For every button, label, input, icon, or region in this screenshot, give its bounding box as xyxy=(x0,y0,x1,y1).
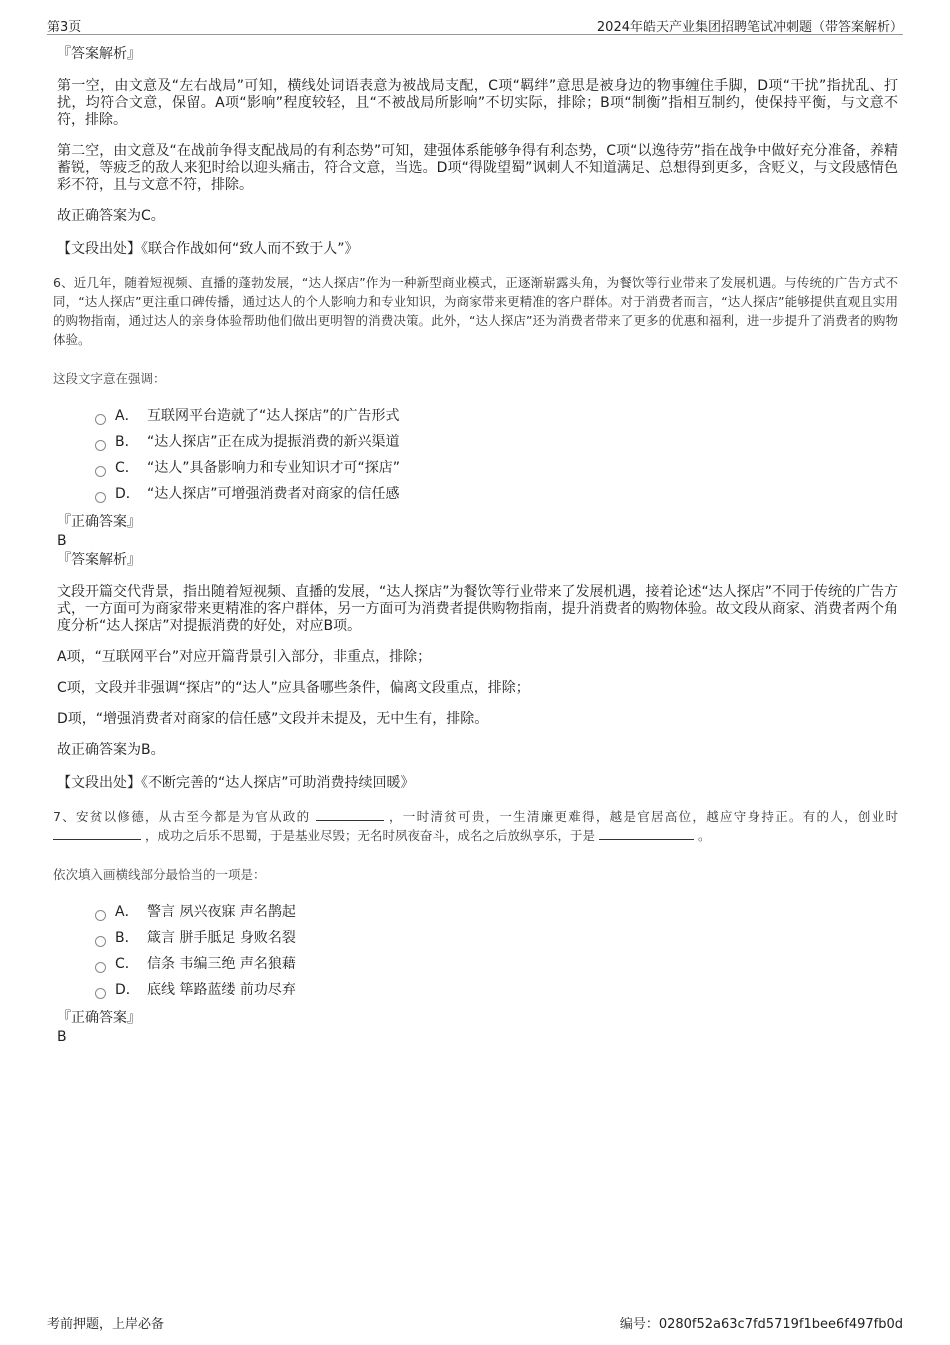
q7-answer-tag: 『正确答案』 xyxy=(57,1010,141,1026)
q7-blank-2 xyxy=(53,827,141,840)
q7-option-d[interactable] xyxy=(95,977,898,1003)
q7-question xyxy=(53,807,898,845)
q6-options xyxy=(95,403,898,507)
q5-analysis-para-2: 第二空，由文意及“在战前争得支配战局的有利态势”可知，建强体系能够争得有利态势，C项“以逸待劳”指在战争中做好充分准备，养精蓄锐，等疲乏的敌人来犯时给以迎头痛击，符合文意，当选。D项“得陇望蜀”讽刺人不知道满足、总想得到更多，含贬义，与文段感情色彩不符，且与文意不符，排除。 xyxy=(57,143,898,193)
document-title: 2024年皓天产业集团招聘笔试冲刺题（带答案解析） xyxy=(596,20,903,35)
radio-icon[interactable] xyxy=(95,414,106,425)
q7-option-b[interactable] xyxy=(95,925,898,951)
q7-blank-1 xyxy=(316,808,384,821)
radio-icon[interactable] xyxy=(95,962,106,973)
q5-analysis-tag: 『答案解析』 xyxy=(57,46,141,62)
q7-text-1: 7、安贫以修德，从古至今都是为官从政的 xyxy=(53,809,311,824)
q5-analysis-para-1: 第一空，由文意及“左右战局”可知，横线处词语表意为被战局支配，C项“羁绊”意思是被身边的物事缠住手脚，D项“干扰”指扰乱、打扰，均符合文意，保留。A项“影响”程度较轻，且“不被战局所影响”不切实际，排除；B项“制衡”指相互制约，使保持平衡，与文意不符，排除。 xyxy=(57,78,898,128)
q7-text-2: ，一时清贫可贵，一生清廉更难得，越是官居高位，越应守身持正。有的人，创业时 xyxy=(389,809,898,824)
q6-option-b[interactable] xyxy=(95,429,898,455)
option-letter: D． xyxy=(115,982,140,998)
q5-source: 【文段出处】《联合作战如何“致人而不致于人”》 xyxy=(57,241,359,257)
option-text: 箴言 胼手胝足 身败名裂 xyxy=(147,930,296,946)
q6-analysis-para-3: C项，文段并非强调“探店”的“达人”应具备哪些条件，偏离文段重点，排除； xyxy=(57,680,530,696)
option-text: 互联网平台造就了“达人探店”的广告形式 xyxy=(147,408,400,424)
option-letter: B． xyxy=(115,434,139,450)
q6-analysis-para-2: A项，“互联网平台”对应开篇背景引入部分，非重点，排除； xyxy=(57,649,432,665)
q6-answer: B xyxy=(57,533,67,549)
q7-prompt: 依次填入画横线部分最恰当的一项是： xyxy=(53,867,266,882)
option-letter: D． xyxy=(115,486,140,502)
q6-option-a[interactable] xyxy=(95,403,898,429)
radio-icon[interactable] xyxy=(95,910,106,921)
option-letter: C． xyxy=(115,956,139,972)
document-id: 编号：0280f52a63c7fd5719f1bee6f497fb0d xyxy=(619,1317,903,1332)
option-letter: B． xyxy=(115,930,139,946)
q6-analysis-para-4: D项，“增强消费者对商家的信任感”文段并未提及，无中生有，排除。 xyxy=(57,711,489,727)
q6-question: 6、近几年，随着短视频、直播的蓬勃发展，“达人探店”作为一种新型商业模式，正逐渐崭露头角，为餐饮等行业带来了发展机遇。与传统的广告方式不同，“达人探店”更注重口碑传播，通过达人的个人影响力和专业知识，为商家带来更精准的客户群体。对于消费者而言，“达人探店”能够提供直观且实用的购物指南，通过达人的亲身体验帮助他们做出更明智的消费决策。此外，“达人探店”还为消费者带来了更多的优惠和福利，进一步提升了消费者的购物体验。 xyxy=(53,275,899,347)
q7-option-c[interactable] xyxy=(95,951,898,977)
option-text: “达人探店”正在成为提振消费的新兴渠道 xyxy=(147,434,400,450)
q6-option-d[interactable] xyxy=(95,481,898,507)
q6-answer-tag: 『正确答案』 xyxy=(57,514,141,530)
option-letter: A． xyxy=(115,904,139,920)
option-text: “达人探店”可增强消费者对商家的信任感 xyxy=(147,486,400,502)
q7-answer: B xyxy=(57,1029,67,1045)
page-number: 第3页 xyxy=(47,20,82,35)
option-text: 警言 夙兴夜寐 声名鹊起 xyxy=(147,904,296,920)
page-header xyxy=(47,14,903,35)
q7-blank-3 xyxy=(599,827,694,840)
option-text: 信条 韦编三绝 声名狼藉 xyxy=(147,956,296,972)
footer-slogan: 考前押题，上岸必备 xyxy=(47,1317,165,1332)
q7-options xyxy=(95,899,898,1003)
option-text: “达人”具备影响力和专业知识才可“探店” xyxy=(147,460,401,476)
q5-analysis-para-3: 故正确答案为C。 xyxy=(57,208,165,224)
q7-text-3: ，成功之后乐不思蜀，于是基业尽毁；无名时夙夜奋斗，成名之后放纵享乐，于是 xyxy=(144,828,595,843)
q6-analysis-para-1: 文段开篇交代背景，指出随着短视频、直播的发展，“达人探店”为餐饮等行业带来了发展机遇，接着论述“达人探店”不同于传统的广告方式，一方面可为商家带来更精准的客户群体，另一方面可为消费者提供购物指南，提升消费者的购物体验。故文段从商家、消费者两个角度分析“达人探店”对提振消费的好处，对应B项。 xyxy=(57,584,899,634)
q7-text-4: 。 xyxy=(697,828,711,843)
page-content xyxy=(53,44,899,1047)
radio-icon[interactable] xyxy=(95,492,106,503)
q6-prompt: 这段文字意在强调： xyxy=(53,371,166,386)
q6-analysis-para-5: 故正确答案为B。 xyxy=(57,742,165,758)
q6-analysis-tag: 『答案解析』 xyxy=(57,552,141,568)
option-letter: C． xyxy=(115,460,139,476)
page-footer xyxy=(47,1313,903,1332)
q6-option-c[interactable] xyxy=(95,455,898,481)
radio-icon[interactable] xyxy=(95,440,106,451)
q7-option-a[interactable] xyxy=(95,899,898,925)
option-letter: A． xyxy=(115,408,139,424)
q6-source: 【文段出处】《不断完善的“达人探店”可助消费持续回暖》 xyxy=(57,775,415,791)
option-text: 底线 筚路蓝缕 前功尽弃 xyxy=(147,982,296,998)
radio-icon[interactable] xyxy=(95,466,106,477)
radio-icon[interactable] xyxy=(95,988,106,999)
radio-icon[interactable] xyxy=(95,936,106,947)
